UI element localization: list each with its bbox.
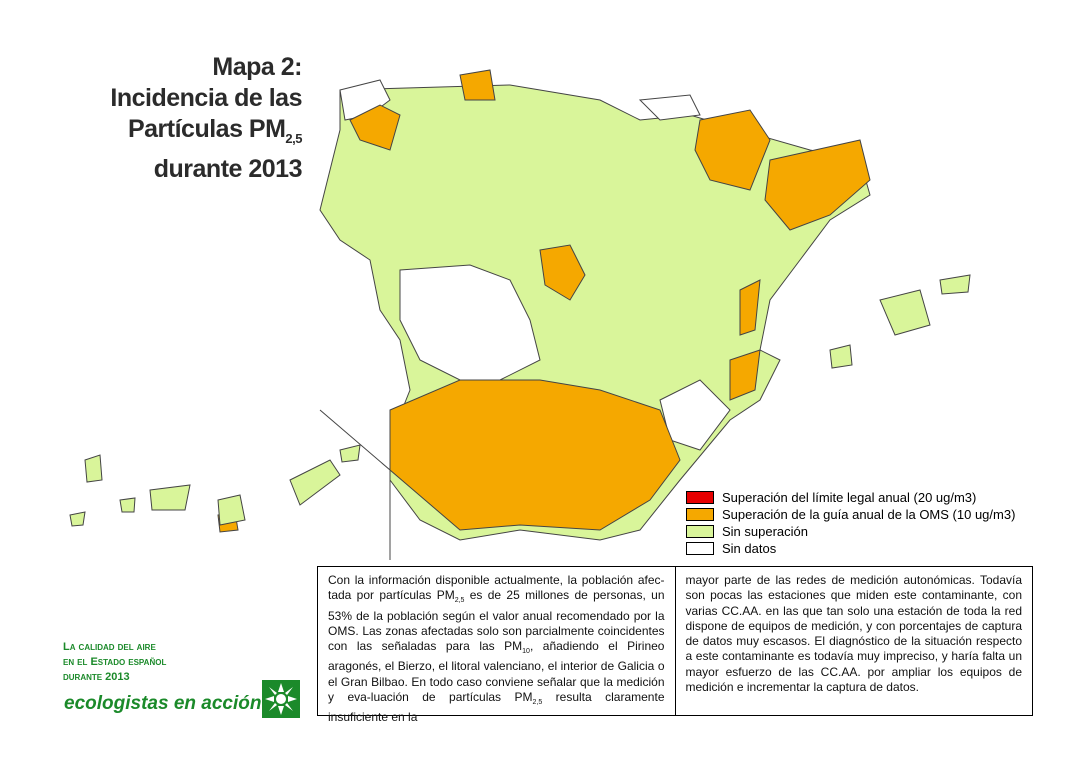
text-left-3: es de 25 millones de personas, un 53% de la población según el valor anual recomendado por la OMS. Las zonas afectadas solo son parcialmente coincidentes con las señaladas para las PM (328, 588, 665, 654)
report-line-2: en el Estado español (63, 656, 167, 668)
title-subscript: 2,5 (285, 131, 302, 146)
legend-label: Superación del límite legal anual (20 ug/m3) (722, 490, 977, 505)
description-right-column: mayor parte de las redes de medición autonómicas. Todavía son pocas las estaciones que miden este contaminante, con varias CC.AA. en las que tan solo una estación de toda la red dispone de equipos de medición, y con porcentajes de captura de datos muy escasos. El diagnóstico de la situación respecto a este contaminante es todavía muy impreciso, y haría falta un mayor esfuerzo de las CC.AA. por ampliar los equipos de medición e incrementar la captura de datos. (675, 567, 1033, 715)
map-balearic-ibiza (830, 345, 852, 368)
title-line-1: Mapa 2: (212, 53, 302, 81)
map-region-oms-bierzo (460, 70, 495, 100)
legend-swatch-green (686, 525, 714, 538)
title-line-4: durante 2013 (153, 155, 302, 183)
spain-map (40, 60, 1000, 560)
legend-label: Sin superación (722, 524, 808, 539)
map-canary-tenerife (150, 485, 190, 510)
map-canary-lanzarote (340, 445, 360, 462)
text-left-5: , añadiendo el Pirineo aragonés, el Bierzo, el litoral valenciano, el interior de Galicia o el Gran Bilbao. En todo caso conviene señalar que la medición y eva-luación de partículas PM (328, 639, 665, 705)
legend-item (686, 506, 1015, 523)
ecologistas-logo-icon (262, 680, 300, 718)
map-region-no-data-north (640, 95, 700, 120)
map-canary-fuerteventura (290, 460, 340, 505)
legend-swatch-red (686, 491, 714, 504)
report-line-1: La calidad del aire (63, 641, 156, 653)
map-canary-hierro (70, 512, 85, 526)
map-balearic-menorca (940, 275, 970, 294)
title-line-2: Incidencia de las (110, 84, 302, 112)
map-balearic-mallorca (880, 290, 930, 335)
legend-item (686, 489, 1015, 506)
legend-label: Sin datos (722, 541, 777, 556)
legend-swatch-white (686, 542, 714, 555)
map-legend (686, 489, 1015, 557)
title-line-3-text: Partículas PM (127, 115, 286, 143)
text-left-sub-3: 2,5 (532, 699, 543, 707)
description-left-column (318, 567, 675, 725)
report-title (63, 640, 166, 685)
map-canary-gomera (120, 498, 135, 512)
text-left-sub-2: 10 (522, 648, 530, 656)
map-region-oms-andalusia (390, 380, 680, 530)
report-line-3: durante 2013 (63, 671, 130, 683)
map-canary-gran-canaria (218, 495, 245, 525)
legend-swatch-orange (686, 508, 714, 521)
canary-inset-frame (320, 410, 390, 560)
text-left-0: Con la información disponible actualmente, la población afec- (328, 573, 665, 587)
text-left-1: tada por partículas PM (328, 588, 455, 603)
legend-item (686, 523, 1015, 540)
description-box (317, 566, 1033, 725)
text-left-sub-1: 2,5 (454, 597, 465, 605)
brand-name: ecologistas en acción (64, 693, 262, 714)
legend-item (686, 540, 1015, 557)
legend-label: Superación de la guía anual de la OMS (10 ug/m3) (722, 507, 1016, 522)
text-left-7: resulta claramente insuficiente en la (328, 690, 665, 725)
map-canary-la-palma (85, 455, 102, 482)
